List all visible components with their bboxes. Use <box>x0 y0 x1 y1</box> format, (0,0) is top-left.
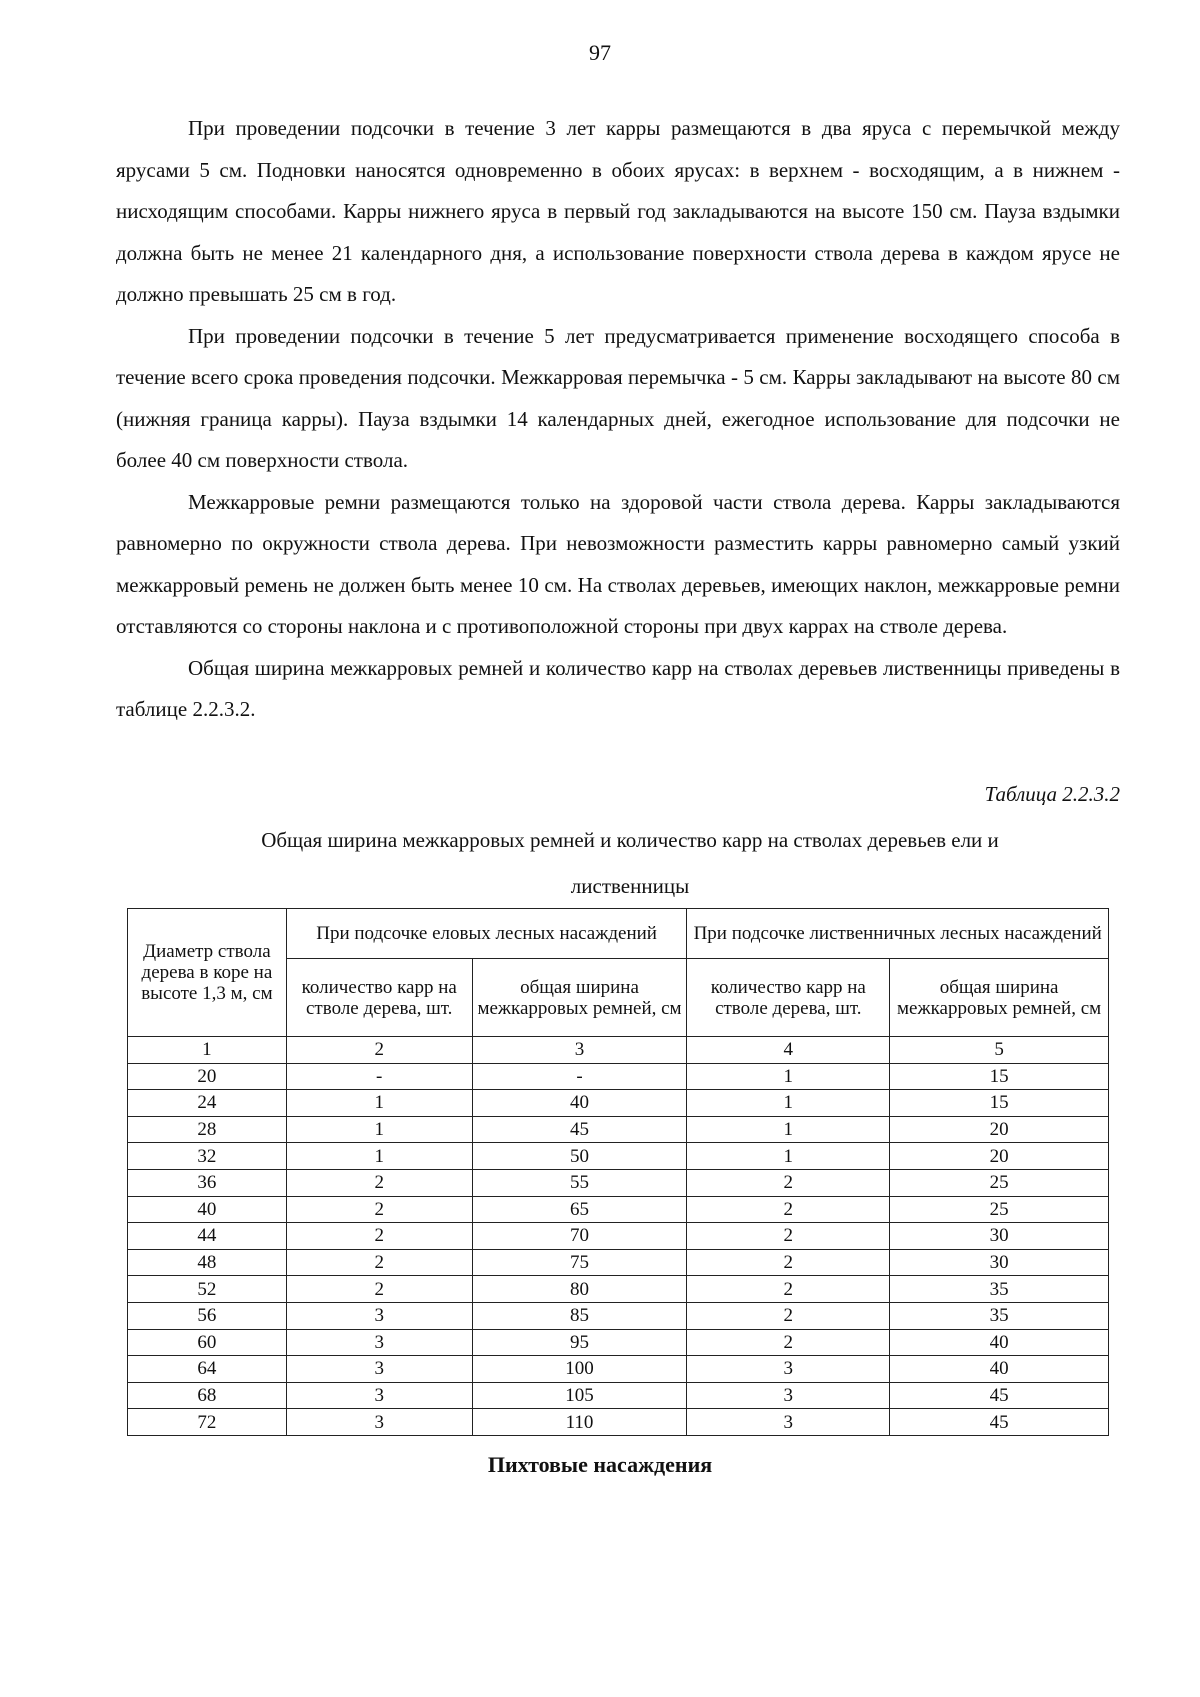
table-row <box>128 1249 1109 1276</box>
table-cell: 20 <box>890 1116 1109 1143</box>
table-row <box>128 1143 1109 1170</box>
table-cell: 15 <box>890 1090 1109 1117</box>
table-cell: 2 <box>687 1302 890 1329</box>
table-cell: 2 <box>286 1169 472 1196</box>
table-row <box>128 1037 1109 1064</box>
table-cell: 1 <box>286 1116 472 1143</box>
table-cell: 48 <box>128 1249 287 1276</box>
table-cell: 85 <box>472 1302 687 1329</box>
table-cell: 64 <box>128 1356 287 1383</box>
table-title-line: лиственницы <box>570 874 690 898</box>
table-cell: - <box>472 1063 687 1090</box>
table-cell: 100 <box>472 1356 687 1383</box>
header-spruce-group: При подсочке еловых лесных насаждений <box>286 909 687 959</box>
table-cell: 3 <box>286 1409 472 1436</box>
table-row <box>128 1329 1109 1356</box>
paragraph: Общая ширина межкарровых ремней и количество карр на стволах деревьев лиственницы приведены в таблице 2.2.3.2. <box>116 655 1120 721</box>
table-cell: 40 <box>128 1196 287 1223</box>
table-cell: 3 <box>286 1356 472 1383</box>
table-cell: 45 <box>472 1116 687 1143</box>
table-cell: 20 <box>128 1063 287 1090</box>
table-cell: 55 <box>472 1169 687 1196</box>
header-spruce-count: количество карр на стволе дерева, шт. <box>286 959 472 1037</box>
table-cell: - <box>286 1063 472 1090</box>
table-cell: 32 <box>128 1143 287 1170</box>
table-cell: 45 <box>890 1409 1109 1436</box>
table-cell: 110 <box>472 1409 687 1436</box>
table-row <box>128 1382 1109 1409</box>
table-cell: 2 <box>286 1276 472 1303</box>
table-cell: 40 <box>890 1356 1109 1383</box>
table-cell: 5 <box>890 1037 1109 1064</box>
paragraph: Межкарровые ремни размещаются только на здоровой части ствола дерева. Карры закладываются равномерно по окружности ствола дерева. При невозможности разместить карры равномерно самый узкий межкарровый ремень не должен быть менее 10 см. На стволах деревьев, имеющих наклон, межкарровые ремни отставляются со стороны наклона и с противоположной стороны при двух каррах на стволе дерева. <box>116 489 1120 638</box>
table-row <box>128 1169 1109 1196</box>
table-cell: 45 <box>890 1382 1109 1409</box>
table-cell: 56 <box>128 1302 287 1329</box>
table-cell: 3 <box>472 1037 687 1064</box>
table-cell: 35 <box>890 1302 1109 1329</box>
table-row <box>128 1063 1109 1090</box>
body-text <box>116 108 1120 731</box>
table-cell: 44 <box>128 1223 287 1250</box>
table-row <box>128 1116 1109 1143</box>
table-row <box>128 1302 1109 1329</box>
table-cell: 25 <box>890 1196 1109 1223</box>
section-heading: Пихтовые насаждения <box>487 1452 713 1477</box>
table-cell: 95 <box>472 1329 687 1356</box>
header-larch-group: При подсочке лиственничных лесных насаждений <box>687 909 1109 959</box>
header-spruce-width: общая ширина межкарровых ремней, см <box>472 959 687 1037</box>
table-cell: 2 <box>687 1249 890 1276</box>
table-row <box>128 1356 1109 1383</box>
table-cell: 1 <box>687 1116 890 1143</box>
table-cell: 3 <box>687 1409 890 1436</box>
table-cell: 2 <box>687 1223 890 1250</box>
table-cell: 1 <box>687 1063 890 1090</box>
table-cell: 60 <box>128 1329 287 1356</box>
table-cell: 35 <box>890 1276 1109 1303</box>
table-cell: 105 <box>472 1382 687 1409</box>
header-larch-count: количество карр на стволе дерева, шт. <box>687 959 890 1037</box>
table-cell: 36 <box>128 1169 287 1196</box>
table-cell: 2 <box>286 1037 472 1064</box>
table-title <box>180 817 1080 909</box>
table-cell: 3 <box>286 1329 472 1356</box>
table-cell: 2 <box>687 1329 890 1356</box>
table-title-line: Общая ширина межкарровых ремней и количество карр на стволах деревьев ели и <box>261 828 999 852</box>
table-cell: 80 <box>472 1276 687 1303</box>
table-cell: 3 <box>687 1356 890 1383</box>
table-row <box>128 1409 1109 1436</box>
table-cell: 2 <box>687 1276 890 1303</box>
table-cell: 68 <box>128 1382 287 1409</box>
table-cell: 2 <box>687 1169 890 1196</box>
table-cell: 3 <box>687 1382 890 1409</box>
table-row <box>128 1223 1109 1250</box>
table-cell: 30 <box>890 1249 1109 1276</box>
table-cell: 75 <box>472 1249 687 1276</box>
table-cell: 20 <box>890 1143 1109 1170</box>
data-table <box>127 908 1109 1436</box>
table-row <box>128 1090 1109 1117</box>
table-cell: 70 <box>472 1223 687 1250</box>
table-cell: 52 <box>128 1276 287 1303</box>
table-caption: Таблица 2.2.3.2 <box>984 782 1120 806</box>
table-cell: 3 <box>286 1382 472 1409</box>
table-cell: 40 <box>472 1090 687 1117</box>
table-cell: 1 <box>687 1143 890 1170</box>
table-cell: 25 <box>890 1169 1109 1196</box>
paragraph: При проведении подсочки в течение 5 лет предусматривается применение восходящего способа в течение всего срока проведения подсочки. Межкарровая перемычка - 5 см. Карры закладывают на высоте 80 см (нижняя граница карры). Пауза вздымки 14 календарных дней, ежегодное использование для подсочки не более 40 см поверхности ствола. <box>116 323 1120 472</box>
table-cell: 1 <box>687 1090 890 1117</box>
table-cell: 1 <box>286 1090 472 1117</box>
paragraph: При проведении подсочки в течение 3 лет карры размещаются в два яруса с перемычкой между ярусами 5 см. Подновки наносятся одновременно в обоих ярусах: в верхнем - восходящим, а в нижнем - нисходящим способами. Карры нижнего яруса в первый год закладываются на высоте 150 см. Пауза вздымки должна быть не менее 21 календарного дня, а использование поверхности ствола дерева в каждом ярусе не должно превышать 25 см в год. <box>116 116 1120 306</box>
table-cell: 2 <box>687 1196 890 1223</box>
page-number: 97 <box>589 40 611 65</box>
table-cell: 1 <box>128 1037 287 1064</box>
table-cell: 40 <box>890 1329 1109 1356</box>
table-cell: 1 <box>286 1143 472 1170</box>
table-row <box>128 1196 1109 1223</box>
table-body <box>128 1037 1109 1436</box>
table-cell: 4 <box>687 1037 890 1064</box>
table-cell: 50 <box>472 1143 687 1170</box>
table-cell: 2 <box>286 1196 472 1223</box>
table-cell: 72 <box>128 1409 287 1436</box>
table-cell: 65 <box>472 1196 687 1223</box>
table-row <box>128 1276 1109 1303</box>
header-diameter: Диаметр ствола дерева в коре на высоте 1,3 м, см <box>128 909 287 1037</box>
table-cell: 28 <box>128 1116 287 1143</box>
table-cell: 24 <box>128 1090 287 1117</box>
table-cell: 3 <box>286 1302 472 1329</box>
table-cell: 2 <box>286 1223 472 1250</box>
table-cell: 15 <box>890 1063 1109 1090</box>
table-cell: 2 <box>286 1249 472 1276</box>
table-cell: 30 <box>890 1223 1109 1250</box>
header-larch-width: общая ширина межкарровых ремней, см <box>890 959 1109 1037</box>
